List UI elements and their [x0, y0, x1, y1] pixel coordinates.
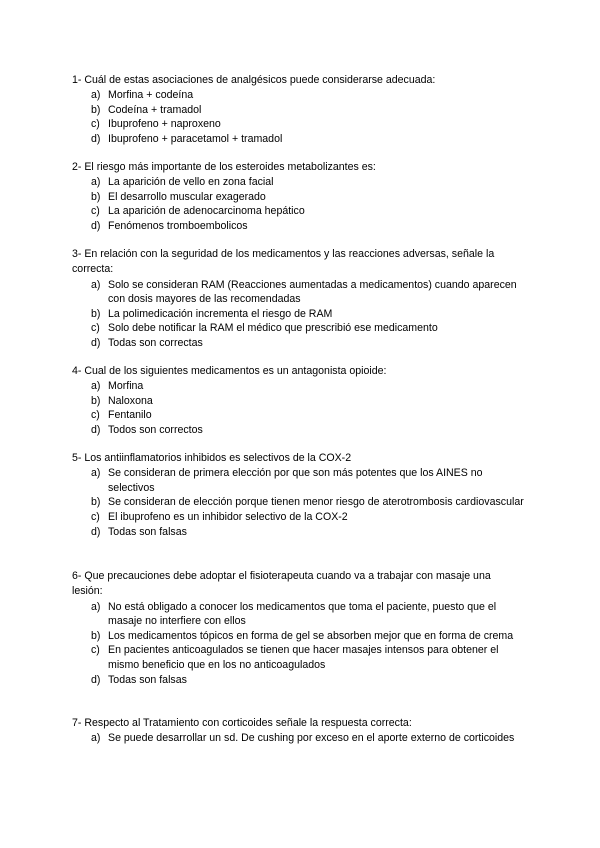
option-text: Todas son correctas [108, 336, 203, 349]
question-7-text: 7- Respecto al Tratamiento con corticoides señale la respuesta correcta: [72, 717, 412, 729]
option-3c [0, 321, 600, 336]
option-letter: c) [91, 205, 100, 218]
option-text: Solo debe notificar la RAM el médico que prescribió ese medicamento [108, 322, 438, 335]
question-2-options [0, 175, 600, 233]
option-letter: d) [91, 673, 101, 686]
option-1d [0, 132, 600, 147]
question-1-text: 1- Cuál de estas asociaciones de analgésicos puede considerarse adecuada: [72, 74, 436, 86]
question-3 [0, 247, 600, 351]
question-3-options [0, 278, 600, 351]
option-letter: b) [91, 103, 101, 116]
question-4-text: 4- Cual de los siguientes medicamentos es un antagonista opioide: [72, 365, 387, 377]
option-text: Codeína + tramadol [108, 103, 202, 116]
option-text: Se consideran de primera elección por que son más potentes que los AINES no selectivos [108, 467, 483, 494]
option-2c [0, 204, 600, 219]
question-2 [0, 160, 600, 234]
option-letter: a) [91, 467, 101, 480]
option-letter: c) [91, 118, 100, 131]
option-7a [0, 731, 600, 746]
option-letter: b) [91, 394, 101, 407]
option-text: Ibuprofeno + naproxeno [108, 118, 221, 131]
question-5-text: 5- Los antiinflamatorios inhibidos es selectivos de la COX-2 [72, 452, 352, 464]
option-letter: d) [91, 220, 101, 233]
question-2-text: 2- El riesgo más importante de los esteroides metabolizantes es: [72, 161, 376, 173]
option-1a [0, 88, 600, 103]
option-3a [0, 278, 600, 307]
option-4b [0, 394, 600, 409]
option-text: Fentanilo [108, 409, 152, 422]
option-text: Ibuprofeno + paracetamol + tramadol [108, 133, 283, 146]
option-3b [0, 307, 600, 322]
option-text: Fenómenos tromboembolicos [108, 220, 248, 233]
option-5b [0, 495, 600, 510]
option-4c [0, 408, 600, 423]
option-letter: b) [91, 307, 101, 320]
option-letter: c) [91, 409, 100, 422]
option-2a [0, 175, 600, 190]
option-4d [0, 423, 600, 438]
question-6 [0, 569, 600, 687]
option-letter: d) [91, 336, 101, 349]
option-3d [0, 336, 600, 351]
option-1c [0, 117, 600, 132]
option-letter: a) [91, 732, 101, 745]
option-letter: b) [91, 190, 101, 203]
question-3-text: 3- En relación con la seguridad de los medicamentos y las reacciones adversas, señale la correcta: [72, 248, 495, 276]
option-letter: a) [91, 89, 101, 102]
option-5c [0, 510, 600, 525]
option-5a [0, 466, 600, 495]
question-4-options [0, 379, 600, 437]
option-text: Se puede desarrollar un sd. De cushing por exceso en el aporte externo de corticoides [108, 732, 515, 745]
question-1-options [0, 88, 600, 146]
option-letter: d) [91, 133, 101, 146]
option-letter: c) [91, 644, 100, 657]
option-6d [0, 673, 600, 688]
option-6a [0, 600, 600, 629]
option-text: Los medicamentos tópicos en forma de gel se absorben mejor que en forma de crema [108, 629, 514, 642]
option-2d [0, 219, 600, 234]
option-text: El desarrollo muscular exagerado [108, 190, 266, 203]
option-text: En pacientes anticoagulados se tienen que hacer masajes intensos para obtener el mismo beneficio que en los no anticoagulados [108, 644, 499, 671]
option-6b [0, 629, 600, 644]
option-text: Se consideran de elección porque tienen menor riesgo de aterotrombosis cardiovascular [108, 496, 524, 509]
option-letter: a) [91, 278, 101, 291]
option-letter: c) [91, 511, 100, 524]
option-letter: a) [91, 176, 101, 189]
question-5 [0, 451, 600, 539]
option-text: Morfina + codeína [108, 89, 194, 102]
option-text: El ibuprofeno es un inhibidor selectivo de la COX-2 [108, 511, 348, 524]
option-letter: b) [91, 629, 101, 642]
option-text: No está obligado a conocer los medicamentos que toma el paciente, puesto que el masaje no interfiere con ellos [108, 600, 497, 628]
question-6-text: 6- Que precauciones debe adoptar el fisioterapeuta cuando va a trabajar con masaje una lesión: [72, 570, 491, 598]
question-7 [0, 716, 600, 746]
option-4a [0, 379, 600, 394]
option-text: La aparición de adenocarcinoma hepático [108, 205, 305, 218]
option-6c [0, 643, 600, 672]
question-6-options [0, 600, 600, 688]
option-letter: b) [91, 496, 101, 509]
option-5d [0, 525, 600, 540]
option-text: La aparición de vello en zona facial [108, 176, 274, 189]
option-text: Solo se consideran RAM (Reacciones aumentadas a medicamentos) cuando aparecen con dosis mayores de las recomendadas [108, 278, 517, 306]
question-1 [0, 73, 600, 147]
question-4 [0, 364, 600, 438]
question-7-options [0, 731, 600, 746]
option-letter: a) [91, 380, 101, 393]
question-5-options [0, 466, 600, 539]
option-letter: d) [91, 424, 101, 437]
option-letter: d) [91, 525, 101, 538]
option-letter: a) [91, 600, 101, 613]
option-text: Todos son correctos [108, 424, 203, 437]
option-text: Todas son falsas [108, 673, 187, 686]
option-text: Naloxona [108, 394, 153, 407]
option-1b [0, 103, 600, 118]
option-text: Morfina [108, 380, 144, 393]
option-text: La polimedicación incrementa el riesgo de RAM [108, 307, 333, 320]
option-letter: c) [91, 322, 100, 335]
option-2b [0, 190, 600, 205]
option-text: Todas son falsas [108, 525, 187, 538]
